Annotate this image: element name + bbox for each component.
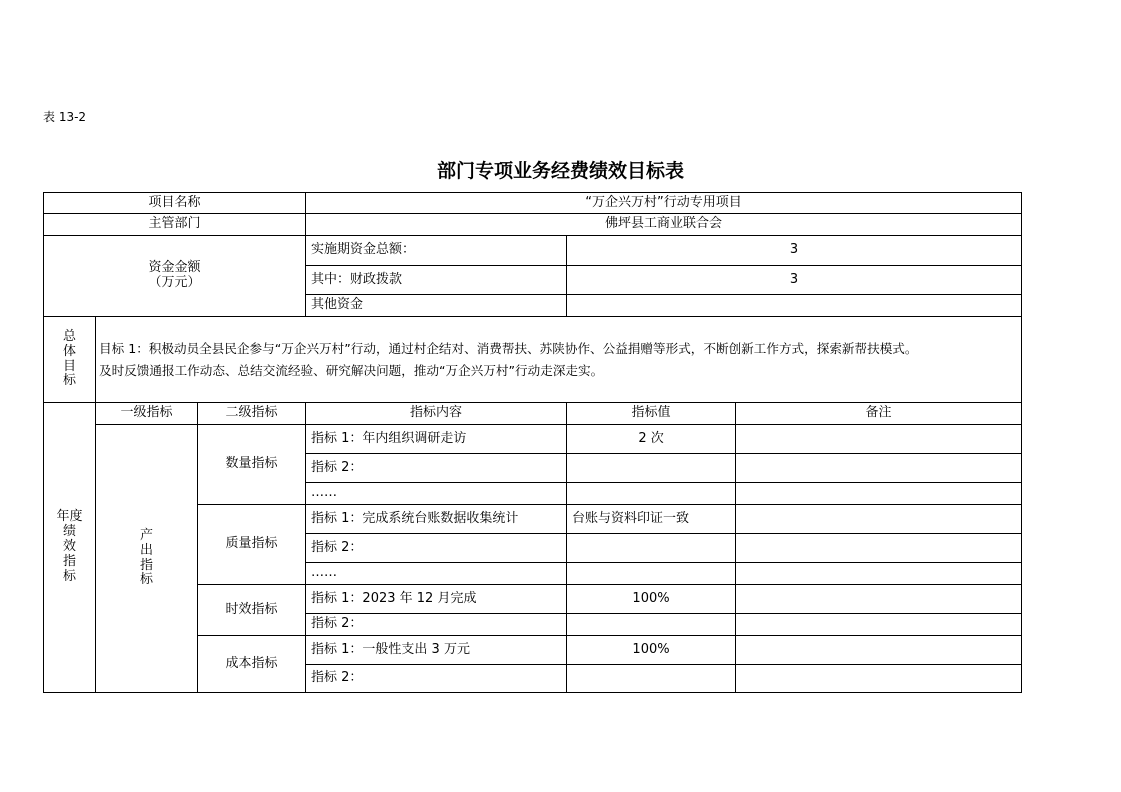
indicators-label-char: 指 — [62, 553, 76, 569]
indicator-content: …… — [306, 483, 567, 505]
header-content: 指标内容 — [306, 403, 567, 425]
annual-indicators-label — [44, 403, 96, 693]
indicator-value — [567, 454, 736, 483]
indicator-value — [567, 665, 736, 693]
table-row — [44, 403, 1022, 425]
indicator-content: 指标 1：一般性支出 3 万元 — [306, 636, 567, 665]
overall-goal-text — [96, 317, 1022, 403]
indicator-remark — [736, 425, 1022, 454]
department-label: 主管部门 — [44, 214, 306, 236]
overall-goal-label — [44, 317, 96, 403]
indicator-content: 指标 1：完成系统台账数据收集统计 — [306, 505, 567, 534]
indicator-content: …… — [306, 563, 567, 585]
page-title: 部门专项业务经费绩效目标表 — [436, 160, 684, 182]
output-label-char: 产 — [139, 527, 153, 543]
quantity-indicator-label: 数量指标 — [198, 425, 306, 505]
project-name-label: 项目名称 — [44, 193, 306, 214]
header-value: 指标值 — [567, 403, 736, 425]
indicator-value: 100% — [567, 636, 736, 665]
goal-line-2: 及时反馈通报工作动态、总结交流经验、研究解决问题，推动“万企兴万村”行动走深走实。 — [99, 362, 604, 378]
output-indicators-label — [96, 425, 198, 693]
output-label-char: 标 — [139, 572, 153, 588]
goal-label-char: 体 — [62, 343, 76, 359]
header-remark: 备注 — [736, 403, 1022, 425]
indicator-content: 指标 2： — [306, 454, 567, 483]
performance-goal-table — [43, 192, 1022, 693]
indicators-label-char: 标 — [62, 568, 76, 584]
indicator-remark — [736, 563, 1022, 585]
indicator-remark — [736, 636, 1022, 665]
indicator-value — [567, 483, 736, 505]
indicator-remark — [736, 454, 1022, 483]
header-level2: 二级指标 — [198, 403, 306, 425]
indicators-label-char: 绩 — [62, 524, 76, 540]
funds-label-line1: 资金金额 — [148, 260, 201, 276]
funds-row-label: 其中：财政拨款 — [306, 266, 567, 295]
table-row — [44, 236, 1022, 266]
indicator-content: 指标 2： — [306, 665, 567, 693]
table-row — [44, 193, 1022, 214]
table-number-label: 表 13-2 — [43, 110, 87, 124]
table-row — [44, 317, 1022, 403]
indicator-value — [567, 534, 736, 563]
indicator-remark — [736, 483, 1022, 505]
indicator-value: 100% — [567, 585, 736, 614]
funds-row-label: 实施期资金总额： — [306, 236, 567, 266]
funds-row-value: 3 — [567, 236, 1022, 266]
indicator-value — [567, 614, 736, 636]
output-label-char: 出 — [139, 542, 153, 558]
funds-label-line2: （万元） — [148, 275, 201, 290]
indicator-value: 2 次 — [567, 425, 736, 454]
funds-row-value — [567, 295, 1022, 317]
indicator-value — [567, 563, 736, 585]
table-row — [44, 425, 1022, 454]
indicator-value: 台账与资料印证一致 — [567, 505, 736, 534]
indicator-remark — [736, 614, 1022, 636]
indicators-label-line: 年度 — [56, 509, 83, 525]
table-row — [44, 214, 1022, 236]
timeliness-indicator-label: 时效指标 — [198, 585, 306, 636]
indicator-remark — [736, 534, 1022, 563]
funds-row-label: 其他资金 — [306, 295, 567, 317]
project-name-value: “万企兴万村”行动专用项目 — [306, 193, 1022, 214]
goal-label-char: 总 — [62, 328, 76, 344]
output-label-char: 指 — [139, 557, 153, 573]
goal-line-1: 目标 1：积极动员全县民企参与“万企兴万村”行动，通过村企结对、消费帮扶、苏陕协作、公益捐赠等形式，不断创新工作方式，探索新帮扶模式。 — [99, 341, 918, 357]
indicator-content: 指标 2： — [306, 614, 567, 636]
header-level1: 一级指标 — [96, 403, 198, 425]
indicator-content: 指标 1：2023 年 12 月完成 — [306, 585, 567, 614]
indicators-label-char: 效 — [62, 539, 76, 555]
funds-row-value: 3 — [567, 266, 1022, 295]
quality-indicator-label: 质量指标 — [198, 505, 306, 585]
department-value: 佛坪县工商业联合会 — [306, 214, 1022, 236]
goal-label-char: 目 — [62, 358, 76, 374]
indicator-content: 指标 2： — [306, 534, 567, 563]
indicator-remark — [736, 505, 1022, 534]
funds-label — [44, 236, 306, 317]
indicator-remark — [736, 665, 1022, 693]
indicator-content: 指标 1：年内组织调研走访 — [306, 425, 567, 454]
indicator-remark — [736, 585, 1022, 614]
cost-indicator-label: 成本指标 — [198, 636, 306, 693]
goal-label-char: 标 — [62, 373, 76, 389]
